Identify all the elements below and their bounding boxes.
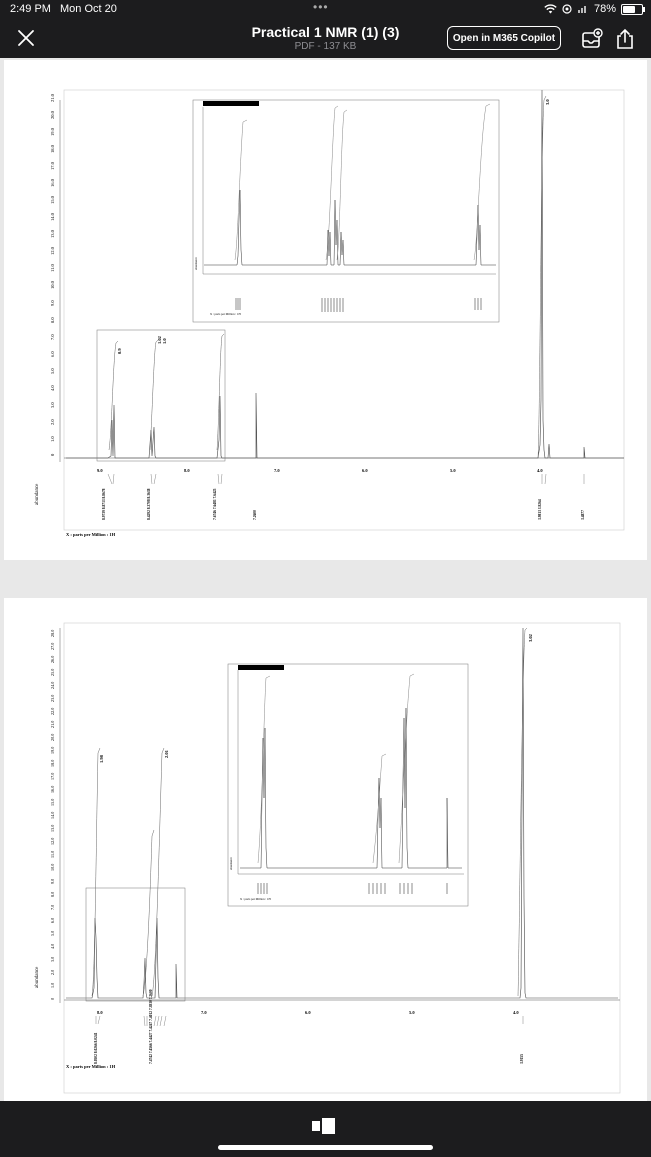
status-bar (0, 0, 651, 20)
y-axis-label: abundance (35, 966, 40, 988)
y-tick: 8.0 (50, 317, 55, 323)
y-tick: 25.0 (50, 668, 55, 676)
y-tick: 13.0 (50, 230, 55, 238)
close-button[interactable] (12, 24, 40, 52)
x-tick: 6.0 (305, 1010, 311, 1015)
x-tick: 6.0 (362, 468, 368, 473)
inbox-add-icon (581, 28, 603, 50)
page-thumbnails-button[interactable] (311, 1117, 341, 1135)
pdf-viewer[interactable] (0, 58, 651, 1101)
x-tick: 7.0 (201, 1010, 207, 1015)
home-indicator[interactable] (218, 1145, 433, 1150)
vpn-icon (562, 4, 572, 14)
y-tick: 15.0 (50, 798, 55, 806)
y-tick: 9.0 (50, 878, 55, 884)
y-tick: 21.0 (50, 94, 55, 102)
multitask-dots[interactable]: ••• (313, 0, 329, 14)
close-icon (12, 24, 40, 52)
nmr-spectrum-2 (4, 598, 647, 1101)
x-tick: 4.0 (513, 1010, 519, 1015)
y-tick: 3.0 (50, 402, 55, 408)
y-axis-label: abundance (35, 483, 40, 505)
y-ticks (50, 630, 55, 1000)
x-tick: 8.0 (97, 1010, 103, 1015)
integral-label: 2.01 (164, 750, 169, 758)
y-tick: 28.0 (50, 629, 55, 637)
battery-percent: 78% (593, 3, 616, 15)
peak-group: 7.4742 7.4566 7.4427 7.4247 7.4012 7.3830 7.2600 (149, 989, 153, 1064)
y-tick: 4.0 (50, 943, 55, 949)
peak-group: 3.9813 3.9264 (538, 499, 542, 520)
y-tick: 5.0 (50, 368, 55, 374)
y-tick: 15.0 (50, 196, 55, 204)
expansion-box (86, 888, 185, 1001)
x-ticks (97, 1010, 519, 1015)
battery-icon (621, 4, 643, 15)
y-tick: 4.0 (50, 385, 55, 391)
y-tick: 1.0 (50, 436, 55, 442)
y-tick: 18.0 (50, 145, 55, 153)
share-icon (614, 28, 636, 50)
pdf-page-2 (4, 598, 647, 1101)
peak-group: 3.4877 (581, 510, 585, 520)
y-tick: 10.0 (50, 863, 55, 871)
y-tick: 19.0 (50, 128, 55, 136)
y-tick: 27.0 (50, 642, 55, 650)
y-tick: 20.0 (50, 111, 55, 119)
viewer-toolbar (0, 20, 651, 58)
save-to-inbox-button[interactable] (581, 28, 603, 50)
nmr-spectrum-1 (4, 60, 647, 560)
y-tick: 6.0 (50, 351, 55, 357)
y-tick: 19.0 (50, 746, 55, 754)
integral-label: 1.98 (99, 755, 104, 763)
x-tick: 9.0 (97, 468, 103, 473)
y-tick: 26.0 (50, 655, 55, 663)
document-subtitle: PDF - 137 KB (294, 41, 357, 52)
y-tick: 20.0 (50, 733, 55, 741)
peak-group: 8.0502 8.0266 8.0241 (94, 1032, 98, 1064)
status-right (544, 3, 643, 15)
y-tick: 16.0 (50, 179, 55, 187)
bottom-bar (0, 1101, 651, 1157)
inset-plot (193, 100, 499, 322)
integral-label: 1.02 (157, 336, 162, 344)
peak-group: 8.4292 8.3708 8.3638 (147, 488, 151, 520)
y-tick: 6.0 (50, 917, 55, 923)
y-tick: 9.0 (50, 300, 55, 306)
y-tick: 12.0 (50, 247, 55, 255)
y-tick: 13.0 (50, 824, 55, 832)
x-tick: 7.0 (274, 468, 280, 473)
y-tick: 0 (50, 997, 55, 1000)
y-tick: 11.0 (50, 264, 55, 272)
page-thumbnails-icon (311, 1117, 341, 1135)
y-tick: 17.0 (50, 162, 55, 170)
document-title-area (200, 24, 451, 52)
inset-plot (228, 664, 468, 906)
x-axis-label: X : parts per Million : 1H (66, 532, 116, 537)
inset-y-label: abundance (194, 257, 198, 270)
y-tick: 0 (50, 453, 55, 456)
y-tick: 1.0 (50, 982, 55, 988)
y-tick: 21.0 (50, 720, 55, 728)
status-time: 2:49 PM (10, 3, 51, 15)
peak-labels (102, 488, 585, 520)
peak-group: 3.9155 (520, 1054, 524, 1064)
x-tick: 5.0 (409, 1010, 415, 1015)
integral-label: 0.9 (117, 348, 122, 354)
inset-x-label: X : parts per Million : 1H (240, 897, 271, 901)
x-axis-label: X : parts per Million : 1H (66, 1064, 116, 1069)
y-tick: 7.0 (50, 904, 55, 910)
x-tick: 4.0 (537, 468, 543, 473)
integral-label: 3.0 (545, 99, 550, 105)
x-ticks (97, 468, 543, 473)
y-tick: 2.0 (50, 969, 55, 975)
y-tick: 11.0 (50, 850, 55, 858)
inset-x-label: X : parts per Million : 1H (210, 312, 241, 316)
peak-labels (94, 989, 524, 1064)
y-tick: 3.0 (50, 956, 55, 962)
y-tick: 23.0 (50, 694, 55, 702)
integral-label: 3.02 (528, 634, 533, 642)
y-tick: 14.0 (50, 811, 55, 819)
share-button[interactable] (614, 28, 636, 50)
pdf-page-1 (4, 60, 647, 560)
y-tick: 12.0 (50, 837, 55, 845)
y-tick: 16.0 (50, 785, 55, 793)
x-tick: 8.0 (184, 468, 190, 473)
x-tick: 5.0 (450, 468, 456, 473)
status-date: Mon Oct 20 (60, 3, 117, 15)
inset-y-label: abundance (229, 857, 233, 870)
y-tick: 22.0 (50, 707, 55, 715)
integral-label: 1.0 (162, 338, 167, 344)
y-ticks (50, 93, 55, 456)
y-tick: 17.0 (50, 772, 55, 780)
y-tick: 8.0 (50, 891, 55, 897)
y-tick: 2.0 (50, 419, 55, 425)
y-tick: 5.0 (50, 930, 55, 936)
peak-group: 7.6746 7.6481 7.6425 (213, 488, 217, 520)
y-tick: 7.0 (50, 334, 55, 340)
inset-black-bar (203, 101, 259, 106)
peak-group: 7.2600 (253, 510, 257, 520)
y-tick: 24.0 (50, 681, 55, 689)
inset-black-bar (238, 665, 284, 670)
y-tick: 10.0 (50, 281, 55, 289)
peak-group: 8.9739 8.8713 8.8678 (102, 488, 106, 520)
open-in-copilot-button[interactable]: Open in M365 Copilot (447, 26, 561, 50)
document-title: Practical 1 NMR (1) (3) (251, 24, 400, 40)
y-tick: 14.0 (50, 213, 55, 221)
wifi-icon (544, 4, 557, 14)
y-tick: 18.0 (50, 759, 55, 767)
signal-icon (577, 4, 589, 14)
